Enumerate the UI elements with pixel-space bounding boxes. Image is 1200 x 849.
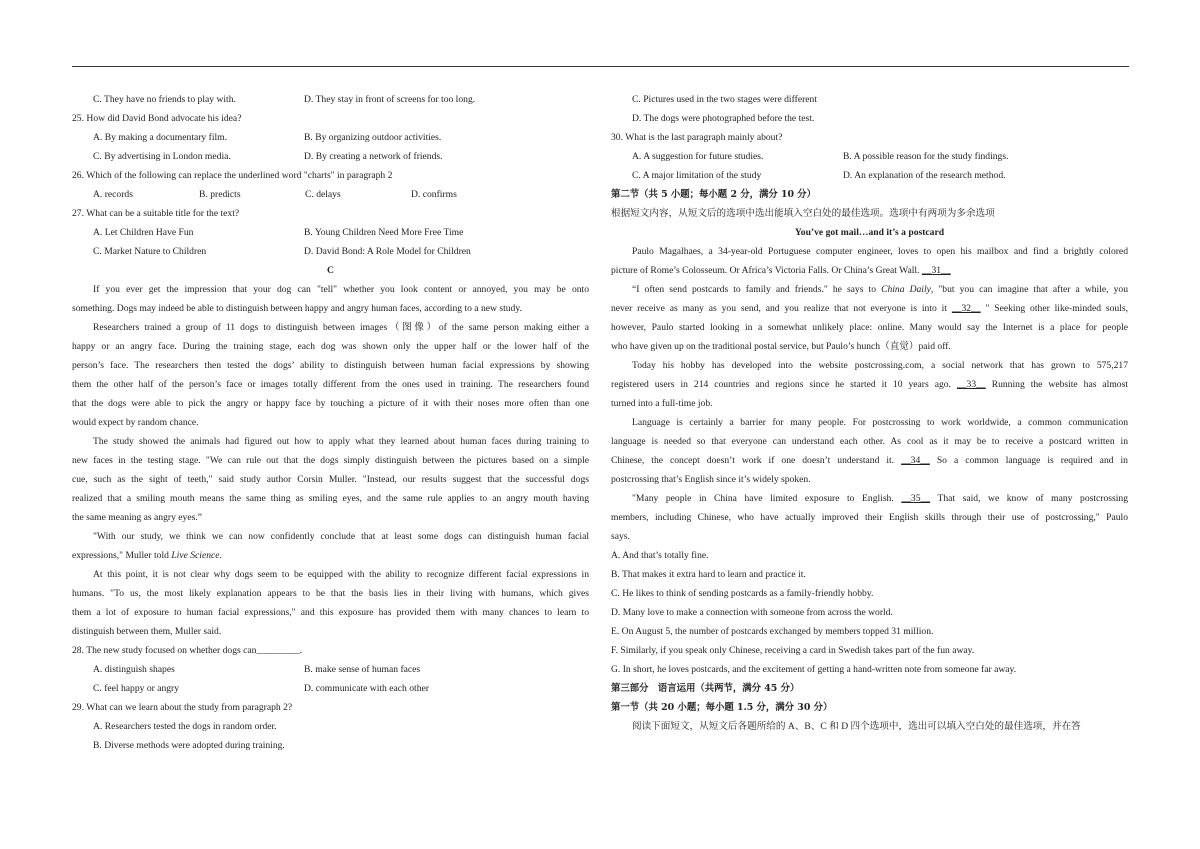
q27-stem: 27. What can be a suitable title for the text? — [72, 208, 240, 219]
passage-c-p1-line2: something. Dogs may indeed be able to distinguish between happy and angry human faces, according to a new study. — [72, 303, 522, 314]
passage-p5-line3: says. — [611, 531, 630, 542]
q26-option-a: A. records — [93, 189, 133, 200]
p4-text-a: Chinese, the concept doesn’t work if one doesn’t understand it. — [611, 455, 895, 466]
passage-p3-line1: Today his hobby has developed into the website postcrossing.com, a social network that has grown to 575,217 — [632, 360, 1128, 371]
q29-option-c: C. Pictures used in the two stages were different — [632, 94, 817, 105]
q29-option-a: A. Researchers tested the dogs in random order. — [93, 721, 277, 732]
passage-c-p3-line4: realized that a smiling mouth means the same thing as smiling eyes, and the same rule applies to an angry mouth having — [72, 493, 589, 504]
p3-text-a: registered users in 214 countries and regions since he started it 10 years ago. — [611, 379, 951, 390]
passage-c-p3-line1: The study showed the animals had figured out how to apply what they learned about human faces during training to — [93, 436, 589, 447]
q26-option-c: C. delays — [305, 189, 341, 200]
passage-c-p2-line2: happy or an angry face. During the training stage, each dog was shown only the upper half or the lower half of the — [72, 341, 589, 352]
q24-option-d: D. They stay in front of screens for too long. — [304, 94, 476, 105]
passage-c-p2-line1: Researchers trained a group of 11 dogs to distinguish between images（图像）of the same person making either a — [93, 322, 589, 333]
q26-option-d: D. confirms — [411, 189, 457, 200]
q28-option-b: B. make sense of human faces — [304, 664, 421, 675]
right-column — [611, 90, 1128, 736]
q30-option-b: B. A possible reason for the study findings. — [843, 151, 1009, 162]
blank-33: __33__ — [956, 379, 986, 390]
p2-text-b: " Seeking other like-minded souls, — [985, 303, 1128, 314]
option-f: F. Similarly, if you speak only Chinese, receiving a card in Swedish takes part of the fun away. — [611, 645, 975, 656]
passage-p1-line1: Paulo Magalhaes, a 34-year-old Portuguese computer engineer, loves to open his mailbox and find a brightly colored — [632, 246, 1128, 257]
q29-option-b: B. Diverse methods were adopted during training. — [93, 740, 285, 751]
q25-options-cd — [72, 147, 589, 166]
q30-option-d: D. An explanation of the research method. — [843, 170, 1006, 181]
passage-c-p5-line2: humans. "To us, the most likely explanation appears to be that the basis lies in their living with humans, which gives — [72, 588, 589, 599]
q25-option-b: B. By organizing outdoor activities. — [304, 132, 442, 143]
part3-heading: 第三部分 语言运用（共两节，满分 45 分） — [611, 683, 800, 694]
q27-option-a: A. Let Children Have Fun — [93, 227, 194, 238]
p1-text: picture of Rome’s Colosseum. Or Africa’s Victoria Falls. Or China’s Great Wall. — [611, 265, 920, 276]
passage-p3-line3: turned into a full-time job. — [611, 398, 713, 409]
section2-heading: 第二节（共 5 小题；每小题 2 分，满分 10 分） — [611, 189, 817, 200]
passage-c-p3-line2: new faces in the testing stage. "We can rule out that the dogs simply distinguish between the pictures based on a simple — [72, 455, 589, 466]
p3-text-b: Running the website has almost — [991, 379, 1128, 390]
header-rule — [72, 66, 1129, 67]
q30-options-ab — [611, 147, 1128, 166]
q28-stem: 28. The new study focused on whether dogs can_________. — [72, 645, 303, 656]
passage-c-p2-line3: person’s face. The researchers then tested the dogs’ ability to distinguish between human facial expressions by showing — [72, 360, 589, 371]
q25-option-d: D. By creating a network of friends. — [304, 151, 443, 162]
q28-option-c: C. feel happy or angry — [93, 683, 180, 694]
q25-stem: 25. How did David Bond advocate his idea? — [72, 113, 242, 124]
p2-text-a: never receive as many as you send, and you realize that not everyone is into it — [611, 303, 947, 314]
passage-p2-line4: who have given up on the traditional postal service, but Paulo’s hunch（直觉）paid off. — [611, 341, 951, 352]
q25-option-a: A. By making a documentary film. — [93, 132, 228, 143]
option-e: E. On August 5, the number of postcards exchanged by members topped 31 million. — [611, 626, 934, 637]
passage-c-p2-line4: them the other half of the person’s face or images totally different from the ones used in training. The researchers found — [72, 379, 589, 390]
q25-options-ab — [72, 128, 589, 147]
passage-p4-line2: language is needed so that everyone can understand each other. As cool as it may be to receive a postcard written in — [611, 436, 1128, 447]
passage-c-p3-line5: the same meaning as angry eyes.” — [72, 512, 202, 523]
p4-text-b: So a common language is required and in — [936, 455, 1128, 466]
q27-option-b: B. Young Children Need More Free Time — [304, 227, 464, 238]
q24-option-c: C. They have no friends to play with. — [93, 94, 236, 105]
p4-period: . — [219, 550, 222, 561]
section-c-heading: C — [327, 265, 334, 276]
passage-c-p2-line5: that the dogs were able to pick the angry or happy face by touching a picture of it with their noses more often than one — [72, 398, 589, 409]
option-g: G. In short, he loves postcards, and the excitement of getting a hand-written note from someone far away. — [611, 664, 1017, 675]
q25-option-c: C. By advertising in London media. — [93, 151, 231, 162]
passage-p3-line2 — [611, 375, 1128, 394]
china-daily-italic: China Daily — [881, 284, 931, 295]
blank-31: __31__ — [921, 265, 951, 276]
p5-text-a: "Many people in China have limited exposure to English. — [632, 493, 894, 504]
q30-stem: 30. What is the last paragraph mainly about? — [611, 132, 783, 143]
passage-p2-line2 — [611, 299, 1128, 318]
left-column — [72, 90, 589, 755]
passage-c-p5-line1: At this point, it is not clear why dogs seem to be equipped with the ability to recognize different facial expressions in — [93, 569, 589, 580]
p5-text-b: That said, we know of many postcrossing — [937, 493, 1128, 504]
section1-instructions: 阅读下面短文，从短文后各题所给的 A、B、C 和 D 四个选项中，选出可以填入空白处的最佳选项，并在答 — [632, 721, 1081, 732]
q29-stem: 29. What can we learn about the study from paragraph 2? — [72, 702, 293, 713]
passage-c-p1-line1: If you ever get the impression that your dog can "tell" whether you look content or annoyed, you may be onto — [93, 284, 589, 295]
p4-text: expressions," Muller told — [72, 550, 172, 561]
p2-quote: “I often send postcards to family and friends." he says to — [632, 284, 882, 295]
q27-options-cd — [72, 242, 589, 261]
blank-32: __32__ — [951, 303, 981, 314]
passage-c-p4-line2 — [72, 546, 589, 565]
option-b: B. That makes it extra hard to learn and practice it. — [611, 569, 806, 580]
passage-p2-line1 — [611, 280, 1128, 299]
passage-p4-line1: Language is certainly a barrier for many people. For postcrossing to work worldwide, a common communication — [632, 417, 1128, 428]
passage-p1-line2 — [611, 261, 1128, 280]
q26-option-b: B. predicts — [199, 189, 241, 200]
passage-c-p3-line3: cue, such as the sight of teeth," said study author Corsin Muller. "Instead, our results suggest that the successful dogs — [72, 474, 589, 485]
passage-p4-line4: postcrossing that’s English since it’s widely spoken. — [611, 474, 811, 485]
option-d: D. Many love to make a connection with someone from across the world. — [611, 607, 893, 618]
passage-p5-line2: members, including Chinese, who have actually improved their English skills through their use of postcrossing," Paulo — [611, 512, 1128, 523]
q26-options — [72, 185, 589, 204]
q30-options-cd — [611, 166, 1128, 185]
q28-option-a: A. distinguish shapes — [93, 664, 175, 675]
q27-options-ab — [72, 223, 589, 242]
passage-c-p5-line3: them a lot of exposure to human facial expressions," and this exposure has provided them with many chances to learn to — [72, 607, 589, 618]
live-science-italic: Live Science — [171, 550, 220, 561]
passage-title: You’ve got mail…and it’s a postcard — [794, 227, 945, 238]
passage-p2-line3: however, Paulo started looking in a somewhat unlikely place: online. Many would say the Internet is a place for people — [611, 322, 1128, 333]
q24-options-cd — [72, 90, 589, 109]
blank-34: __34__ — [901, 455, 930, 466]
q26-stem: 26. Which of the following can replace the underlined word "charts" in paragraph 2 — [72, 170, 393, 181]
q29-option-d: D. The dogs were photographed before the test. — [632, 113, 815, 124]
section1-heading: 第一节（共 20 小题；每小题 1.5 分，满分 30 分） — [611, 702, 833, 713]
passage-p5-line1 — [611, 489, 1128, 508]
blank-35: __35__ — [901, 493, 931, 504]
passage-c-p4-line1: "With our study, we think we can now confidently conclude that at least some dogs can distinguish human facial — [93, 531, 589, 542]
q30-option-a: A. A suggestion for future studies. — [632, 151, 764, 162]
q30-option-c: C. A major limitation of the study — [632, 170, 762, 181]
q27-option-c: C. Market Nature to Children — [93, 246, 207, 257]
passage-c-p2-line6: would expect by random chance. — [72, 417, 199, 428]
q28-option-d: D. communicate with each other — [304, 683, 429, 694]
q28-options-ab — [72, 660, 589, 679]
passage-p4-line3 — [611, 451, 1128, 470]
section2-instructions: 根据短文内容，从短文后的选项中选出能填入空白处的最佳选项。选项中有两项为多余选项 — [611, 208, 995, 219]
passage-c-p5-line4: distinguish between them, Muller said. — [72, 626, 222, 637]
q28-options-cd — [72, 679, 589, 698]
p2-quote-cont: , "but you can imagine that after a while, you — [930, 284, 1128, 295]
option-c: C. He likes to think of sending postcards as a family-friendly hobby. — [611, 588, 874, 599]
option-a: A. And that’s totally fine. — [611, 550, 709, 561]
q27-option-d: D. David Bond: A Role Model for Children — [304, 246, 471, 257]
